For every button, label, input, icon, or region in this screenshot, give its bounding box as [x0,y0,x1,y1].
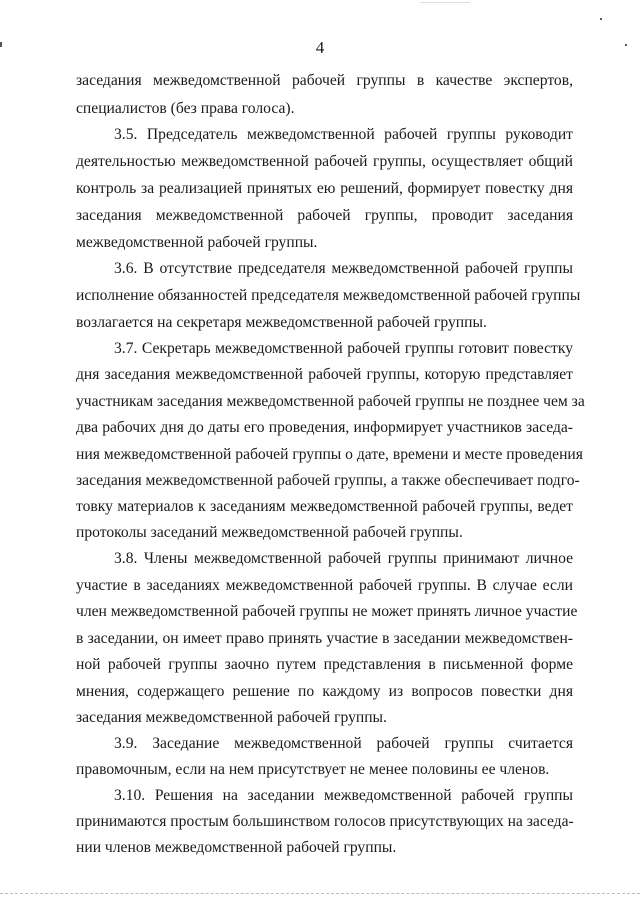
text-line: дня заседания межведомственной рабочей группы, которую представляет [76,366,573,383]
text-line: участникам заседания межведомственной рабочей группы не позднее чем за [76,393,585,410]
text-line: товку материалов к заседаниям межведомственной рабочей группы, ведет [76,498,573,515]
paragraph-3-8-start: 3.8. Члены межведомственной рабочей группы принимают личное [114,550,573,567]
text-line: межведомственной рабочей группы. [76,234,318,251]
text-line: в заседании, он имеет право принять участие в заседании межведомствен- [76,630,573,647]
text-line: деятельностью межведомственной рабочей группы, осуществляет общий [76,153,573,170]
scan-mark [0,42,2,47]
text-line: заседания межведомственной рабочей группы, проводит заседания [76,207,573,224]
text-line: контроль за реализацией принятых ею решений, формирует повестку дня [76,180,573,197]
text-line: два рабочих дня до даты его проведения, информирует участников заседа- [76,419,573,436]
text-line: ния межведомственной рабочей группы о дате, времени и месте проведения [76,446,583,463]
paragraph-3-9-start: 3.9. Заседание межведомственной рабочей группы считается [114,735,573,752]
text-line: правомочным, если на нем присутствует не менее половины ее членов. [76,761,550,778]
scan-edge [0,893,640,894]
text-line: возлагается на секретаря межведомственной рабочей группы. [76,314,487,331]
text-line: специалистов (без права голоса). [76,100,295,117]
text-line: заседания межведомственной рабочей группы в качестве экспертов, [76,72,573,89]
paragraph-3-10-start: 3.10. Решения на заседании межведомственной рабочей группы [114,787,573,804]
scan-mark [625,44,627,46]
text-line: член межведомственной рабочей группы не может принять личное участие [76,603,578,620]
page-number: 4 [315,38,325,57]
text-line: протоколы заседаний межведомственной рабочей группы. [76,524,463,541]
text-line: заседания межведомственной рабочей группы, а также обеспечивает подго- [76,472,580,489]
text-line: принимаются простым большинством голосов присутствующих на заседа- [76,813,574,830]
paragraph-3-5-start: 3.5. Председатель межведомственной рабочей группы руководит [114,126,573,143]
text-line: мнения, содержащего решение по каждому из вопросов повестки дня [76,683,573,700]
text-line: ной рабочей группы заочно путем представления в письменной форме [76,656,573,673]
paragraph-3-7-start: 3.7. Секретарь межведомственной рабочей группы готовит повестку [114,340,573,357]
text-line: нии членов межведомственной рабочей группы. [76,839,397,856]
scan-mark [600,18,602,20]
paragraph-3-6-start: 3.6. В отсутствие председателя межведомственной рабочей группы [114,260,573,277]
text-line: участие в заседаниях межведомственной рабочей группы. В случае если [76,577,573,594]
text-line: исполнение обязанностей председателя межведомственной рабочей группы [76,287,581,304]
text-line: заседания межведомственной рабочей группы. [76,709,387,726]
scan-mark [420,2,470,3]
